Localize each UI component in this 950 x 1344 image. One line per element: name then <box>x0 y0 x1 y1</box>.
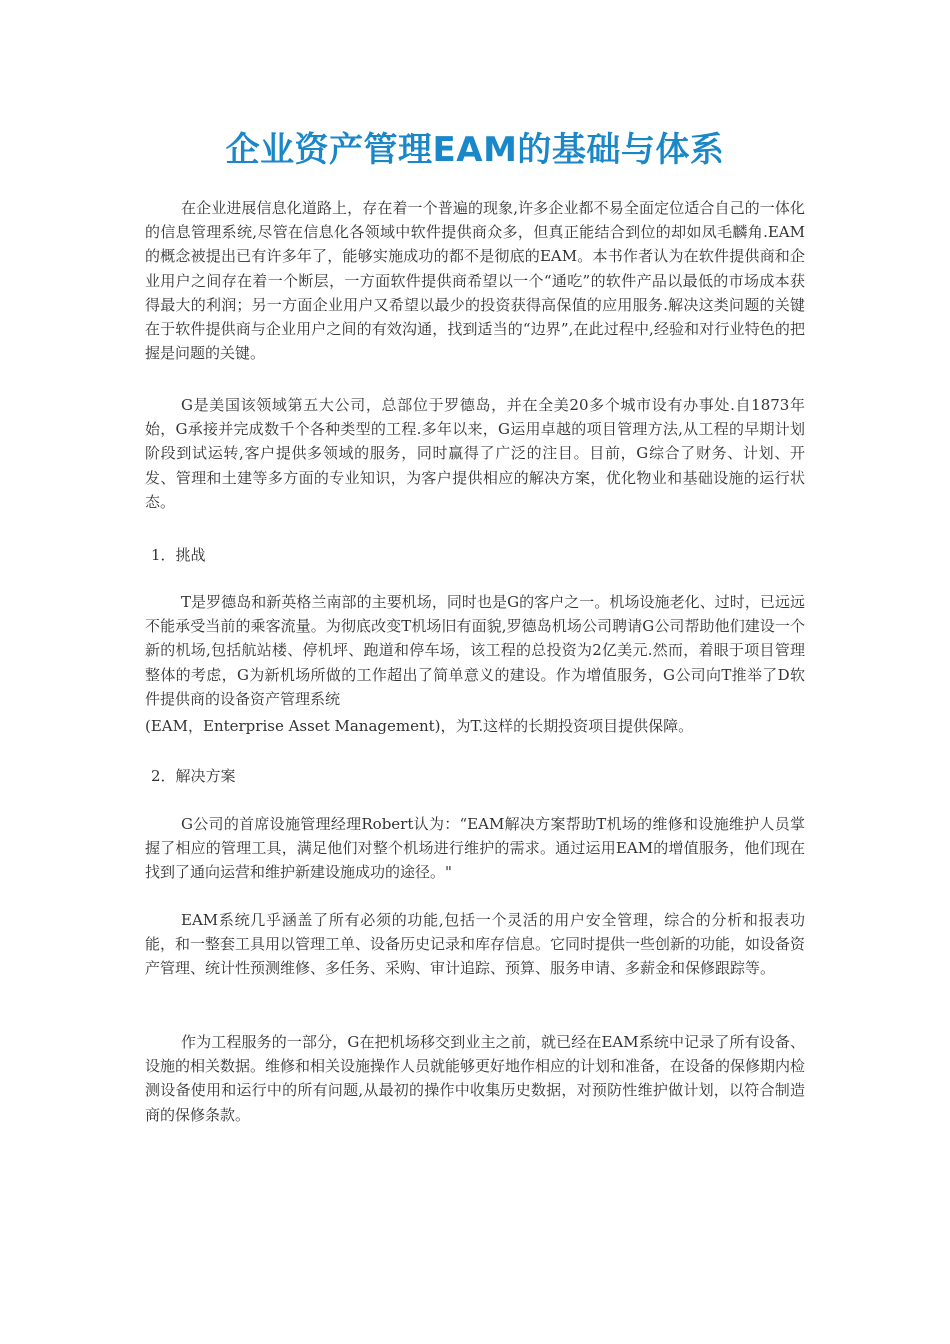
intro-paragraph: 在企业进展信息化道路上，存在着一个普遍的现象,许多企业都不易全面定位适合自己的一体化的信息管理系统,尽管在信息化各领域中软件提供商众多，但真正能结合到位的却如凤毛麟角.EAM的概念被提出已有许多年了，能够实施成功的都不是彻底的EAM。本书作者认为在软件提供商和企业用户之间存在着一个断层，一方面软件提供商希望以一个“通吃”的软件产品以最低的市场成本获得最大的利润；另一方面企业用户又希望以最少的投资获得高保值的应用服务.解决这类问题的关键在于软件提供商与企业用户之间的有效沟通，找到适当的“边界”,在此过程中,经验和对行业特色的把握是问题的关键。 <box>145 199 805 363</box>
challenge-paragraph: T是罗德岛和新英格兰南部的主要机场，同时也是G的客户之一。机场设施老化、过时，已远远不能承受当前的乘客流量。为彻底改变T机场旧有面貌,罗德岛机场公司聘请G公司帮助他们建设一个新的机场,包括航站楼、停机坪、跑道和停车场，该工程的总投资为2亿美元.然而，着眼于项目管理整体的考虑，G为新机场所做的工作超出了简单意义的建设。作为增值服务，G公司向T推举了D软件提供商的设备资产管理系统 <box>145 593 805 708</box>
section-heading-solution: 2．解决方案 <box>151 767 236 785</box>
solution-quote-paragraph: G公司的首席设施管理经理Robert认为：“EAM解决方案帮助T机场的维修和设施维护人员掌握了相应的管理工具，满足他们对整个机场进行维护的需求。通过运用EAM的增值服务，他们现在找到了通向运营和维护新建设施成功的途径。" <box>145 815 805 882</box>
section-heading-challenge: 1．挑战 <box>151 546 206 564</box>
engineering-service-paragraph: 作为工程服务的一部分，G在把机场移交到业主之前，就已经在EAM系统中记录了所有设备、设施的相关数据。维修和相关设施操作人员就能够更好地作相应的计划和准备，在设备的保修期内检测设备使用和运行中的所有问题,从最初的操作中收集历史数据，对预防性维护做计划，以符合制造商的保修条款。 <box>145 1033 806 1124</box>
eam-features-paragraph: EAM系统几乎涵盖了所有必须的功能,包括一个灵活的用户安全管理，综合的分析和报表功能，和一整套工具用以管理工单、设备历史记录和库存信息。它同时提供一些创新的功能，如设备资产管理、统计性预测维修、多任务、采购、审计追踪、预算、服务申请、多薪金和保修跟踪等。 <box>145 911 806 978</box>
challenge-paragraph-continued: (EAM，Enterprise Asset Management)，为T.这样的长期投资项目提供保障。 <box>145 717 694 735</box>
document-title: 企业资产管理EAM的基础与体系 <box>225 130 725 170</box>
company-paragraph: G是美国该领域第五大公司，总部位于罗德岛，并在全美20多个城市设有办事处.自1873年始，G承接并完成数千个各种类型的工程.多年以来，G运用卓越的项目管理方法,从工程的早期计划阶段到试运转,客户提供多领域的服务，同时赢得了广泛的注目。目前，G综合了财务、计划、开发、管理和土建等多方面的专业知识，为客户提供相应的解决方案，优化物业和基础设施的运行状态。 <box>145 396 805 511</box>
